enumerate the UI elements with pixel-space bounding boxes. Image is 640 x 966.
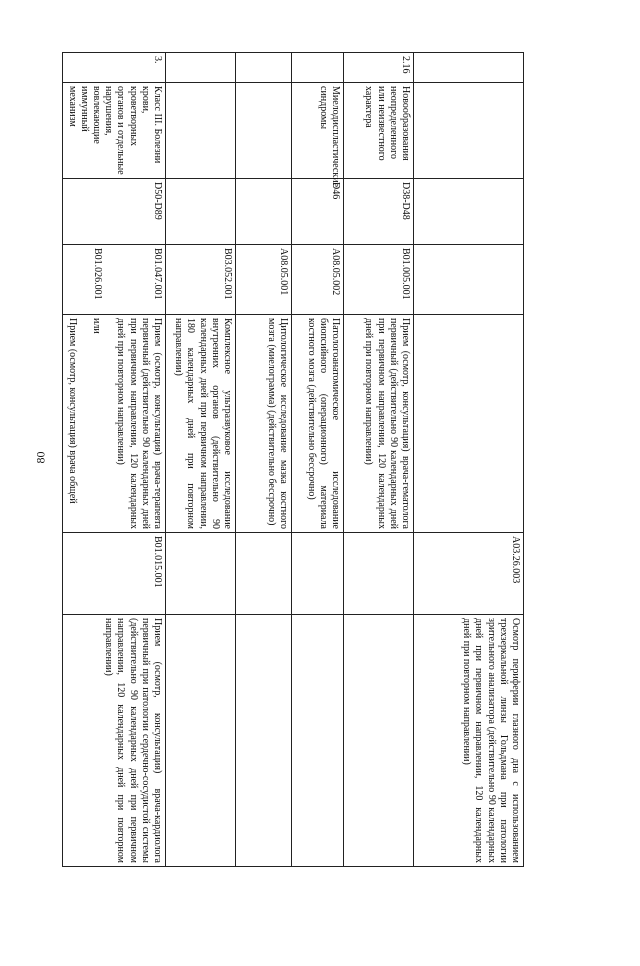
rotated-table-sheet bbox=[66, 52, 524, 966]
service-description: Цитологическое исследование мазка костного мозга (миелограмма) (действительно бессрочно) bbox=[236, 315, 292, 533]
table-row bbox=[166, 53, 236, 867]
icd-code: D46 bbox=[292, 179, 344, 245]
service-description: Прием (осмотр, консультация) врача-терапевта первичный (действительно 90 календарных дней при первичном направлении, 120 календарных дней при повторном направлении) bbox=[115, 318, 163, 529]
page-number: 80 bbox=[33, 451, 48, 463]
disease-class bbox=[166, 83, 236, 179]
row-number bbox=[292, 53, 344, 83]
extra-service-code bbox=[344, 533, 414, 615]
extra-service-code: A03.26.003 bbox=[414, 533, 524, 615]
table-row bbox=[292, 53, 344, 867]
extra-service-code bbox=[236, 533, 292, 615]
service-code: B01.047.001 bbox=[152, 248, 163, 300]
service-code bbox=[414, 245, 524, 315]
extra-service-code bbox=[292, 533, 344, 615]
disease-class: Новообразования неопределенного или неизвестного характера bbox=[344, 83, 414, 179]
service-code: B01.005.001 bbox=[344, 245, 414, 315]
service-description: Комплексное ультразвуковое исследование внутренних органов (действительно 90 календарных дней при первичном направлении, 180 календарных дней при повторном направлении) bbox=[166, 315, 236, 533]
row-number bbox=[166, 53, 236, 83]
row-number: 3. bbox=[63, 53, 166, 83]
service-description: Прием (осмотр, консультация) врача-гематолога первичный (действительно 90 календарных дней при первичном направлении, 120 календарных дней при повторном направлении) bbox=[344, 315, 414, 533]
row-number bbox=[414, 53, 524, 83]
service-description-alt: Прием (осмотр, консультация) врача общей bbox=[66, 318, 78, 504]
extra-service-code bbox=[166, 533, 236, 615]
service-description bbox=[414, 315, 524, 533]
service-code-cell bbox=[63, 245, 166, 315]
services-table bbox=[62, 52, 524, 867]
service-code: A08.05.002 bbox=[292, 245, 344, 315]
icd-code bbox=[166, 179, 236, 245]
table-row bbox=[236, 53, 292, 867]
extra-service-description: Прием (осмотр, консультация) врача-кардиолога первичный при патологии сердечно-сосудистой системы (действительно 90 календарных дней при первичном направлении, 120 календарных дней при повторном направлении) bbox=[63, 615, 166, 867]
icd-code: D50-D89 bbox=[63, 179, 166, 245]
extra-service-description bbox=[344, 615, 414, 867]
disease-class: Класс III. Болезни крови, кроветворных органов и отдельные нарушения, вовлекающие иммунный механизм bbox=[63, 83, 166, 179]
extra-service-code: B01.015.001 bbox=[63, 533, 166, 615]
or-separator: или bbox=[91, 318, 103, 334]
disease-class: Миелодиспластические синдромы bbox=[292, 83, 344, 179]
table-row bbox=[344, 53, 414, 867]
service-code: A08.05.001 bbox=[236, 245, 292, 315]
extra-service-description: Осмотр периферии глазного дна с использованием трехзеркальной линзы Гольдмана при патологии зрительного анализатора (действительно 90 календарных дней при первичном направлении, 120 календарных дней при повторном направлении) bbox=[414, 615, 524, 867]
extra-service-description bbox=[166, 615, 236, 867]
icd-code bbox=[414, 179, 524, 245]
row-number: 2.16 bbox=[344, 53, 414, 83]
extra-service-description bbox=[236, 615, 292, 867]
disease-class bbox=[414, 83, 524, 179]
extra-service-description bbox=[292, 615, 344, 867]
service-description: Патологоанатомическое исследование биопсийного (операционного) материала костного мозга (действительно бессрочно) bbox=[292, 315, 344, 533]
icd-code bbox=[236, 179, 292, 245]
table-row bbox=[414, 53, 524, 867]
disease-class bbox=[236, 83, 292, 179]
table-row bbox=[63, 53, 166, 867]
service-code-alt: B01.026.001 bbox=[91, 248, 103, 300]
row-number bbox=[236, 53, 292, 83]
service-code: B03.052.001 bbox=[166, 245, 236, 315]
icd-code: D38-D48 bbox=[344, 179, 414, 245]
service-description-cell bbox=[63, 315, 166, 533]
